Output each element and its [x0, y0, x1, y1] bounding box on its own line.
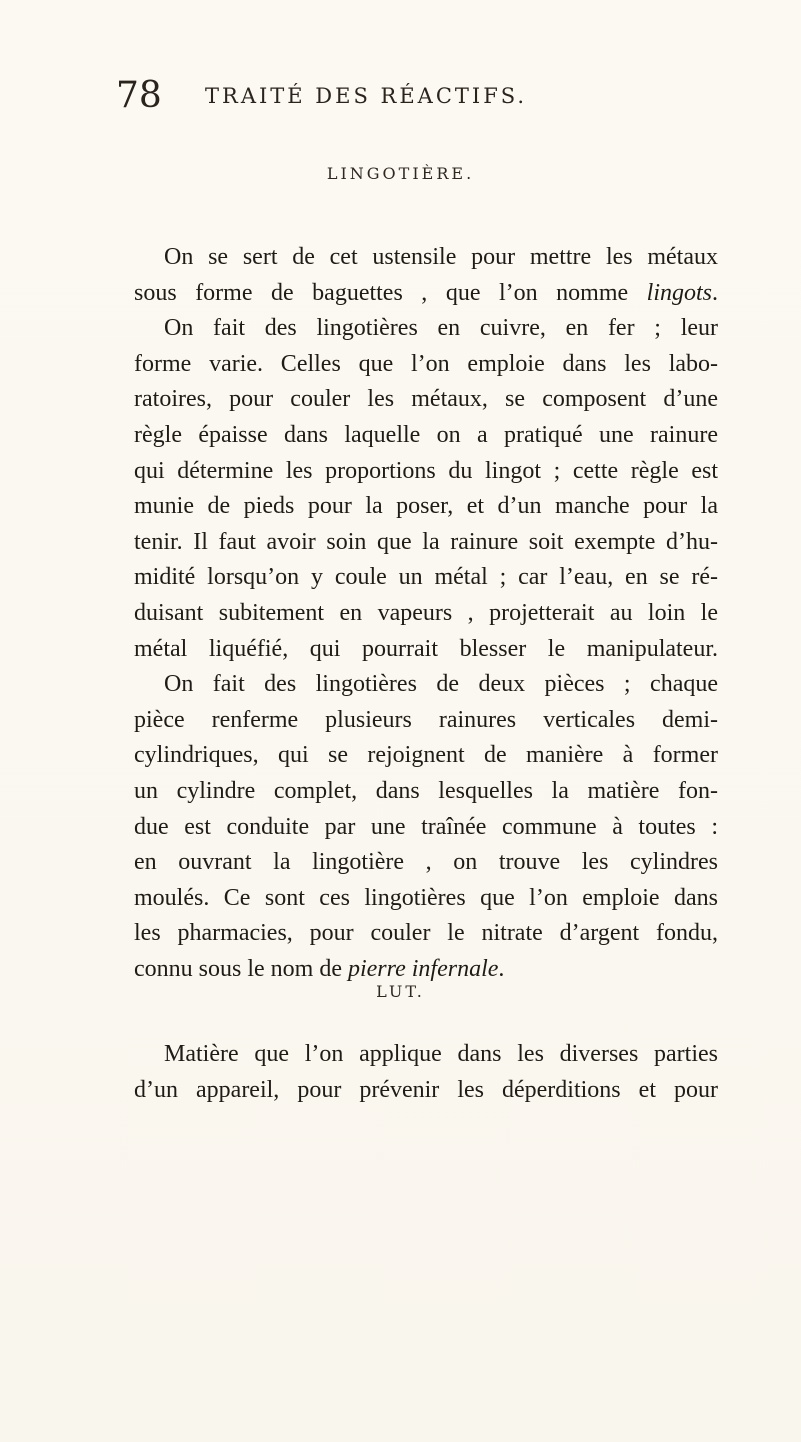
text-run: . — [712, 279, 718, 306]
text-line: On fait des lingotières de deux pièces ; chaque — [164, 671, 718, 698]
text-line: cylindriques, qui se rejoignent de manière à former — [134, 742, 718, 769]
italic-term-pierre-infernale: pierre infernale — [347, 955, 499, 982]
text-run: sous forme de baguettes , que l’on nomme — [134, 279, 647, 306]
text-line: duisant subitement en vapeurs , projetterait au loin le — [134, 599, 718, 626]
text-line: Matière que l’on applique dans les diverses parties — [164, 1041, 718, 1067]
running-head — [116, 75, 710, 116]
text-run: . — [498, 955, 505, 982]
text-line: midité lorsqu’on y coule un métal ; car l’eau, en se ré- — [134, 564, 718, 591]
text-line: due est conduite par une traînée commune à toutes : — [134, 813, 718, 840]
text-run: connu sous le nom de — [134, 955, 348, 982]
italic-term-lingots: lingots — [646, 279, 712, 306]
text-line: On se sert de cet ustensile pour mettre les métaux — [164, 244, 718, 270]
section-title-lingotiere: LINGOTIÈRE. — [326, 164, 475, 183]
text-line: ratoires, pour couler les métaux, se composent d’une — [134, 386, 718, 413]
text-line — [134, 276, 718, 312]
text-line: tenir. Il faut avoir soin que la rainure soit exempte d’hu- — [134, 528, 718, 555]
text-line: qui détermine les proportions du lingot ; cette règle est — [134, 457, 718, 484]
text-line: règle épaisse dans laquelle on a pratiqué une rainure — [134, 421, 718, 448]
text-line: pièce renferme plusieurs rainures verticales demi- — [134, 706, 718, 733]
text-line: d’un appareil, pour prévenir les déperditions et pour — [134, 1076, 718, 1103]
text-line: les pharmacies, pour couler le nitrate d’argent fondu, — [134, 920, 718, 947]
text-line: munie de pieds pour la poser, et d’un manche pour la — [134, 493, 718, 520]
text-line: moulés. Ce sont ces lingotières que l’on emploie dans — [134, 884, 718, 911]
page-number: 78 — [116, 75, 162, 116]
text-line: en ouvrant la lingotière , on trouve les cylindres — [134, 849, 718, 876]
text-line: métal liquéfié, qui pourrait blesser le manipulateur. — [134, 635, 718, 662]
section-title-lut: LUT. — [376, 982, 425, 1001]
text-line: On fait des lingotières en cuivre, en fer ; leur — [164, 315, 718, 342]
running-title: TRAITÉ DES RÉACTIFS. — [205, 84, 528, 108]
text-line: forme varie. Celles que l’on emploie dans les labo- — [134, 350, 718, 377]
text-line: un cylindre complet, dans lesquelles la matière fon- — [134, 777, 718, 804]
section-body-lut — [134, 1037, 718, 1108]
section-body-lingotiere — [134, 240, 718, 987]
